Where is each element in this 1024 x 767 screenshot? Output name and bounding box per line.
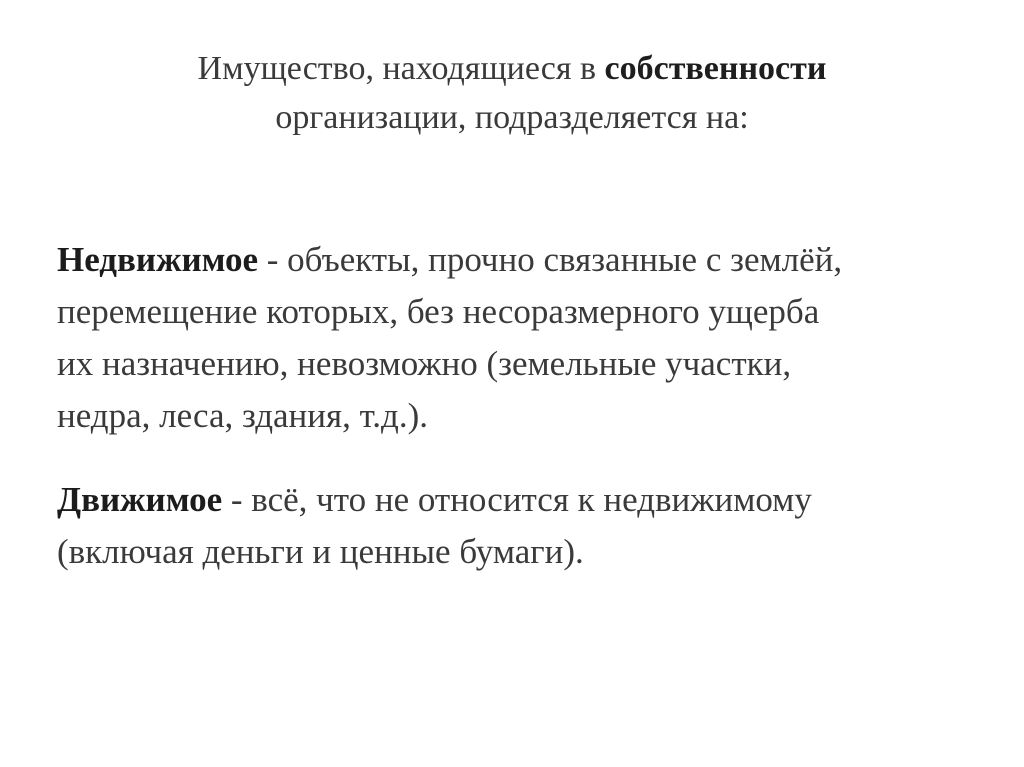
title-text: Имущество, находящиеся в <box>197 50 605 87</box>
immovable-line-2: перемещение которых, без несоразмерного ущерба <box>57 292 820 331</box>
movable-term: Движимое <box>57 480 223 519</box>
immovable-line-4: недра, леса, здания, т.д.). <box>57 396 428 435</box>
immovable-term: Недвижимое <box>57 240 259 279</box>
movable-paragraph <box>57 474 997 578</box>
slide-title <box>0 44 1024 142</box>
movable-line-1: - всё, что не относится к недвижимому <box>222 480 812 519</box>
title-line-1 <box>198 50 827 87</box>
immovable-paragraph <box>57 234 997 442</box>
title-bold-word: собственности <box>604 50 827 87</box>
title-line-2: организации, подразделяется на: <box>275 99 749 136</box>
immovable-line-3: их назначению, невозможно (земельные участки, <box>57 344 792 383</box>
movable-line-2: (включая деньги и ценные бумаги). <box>57 532 584 571</box>
immovable-line-1: - объекты, прочно связанные с землёй, <box>258 240 843 279</box>
